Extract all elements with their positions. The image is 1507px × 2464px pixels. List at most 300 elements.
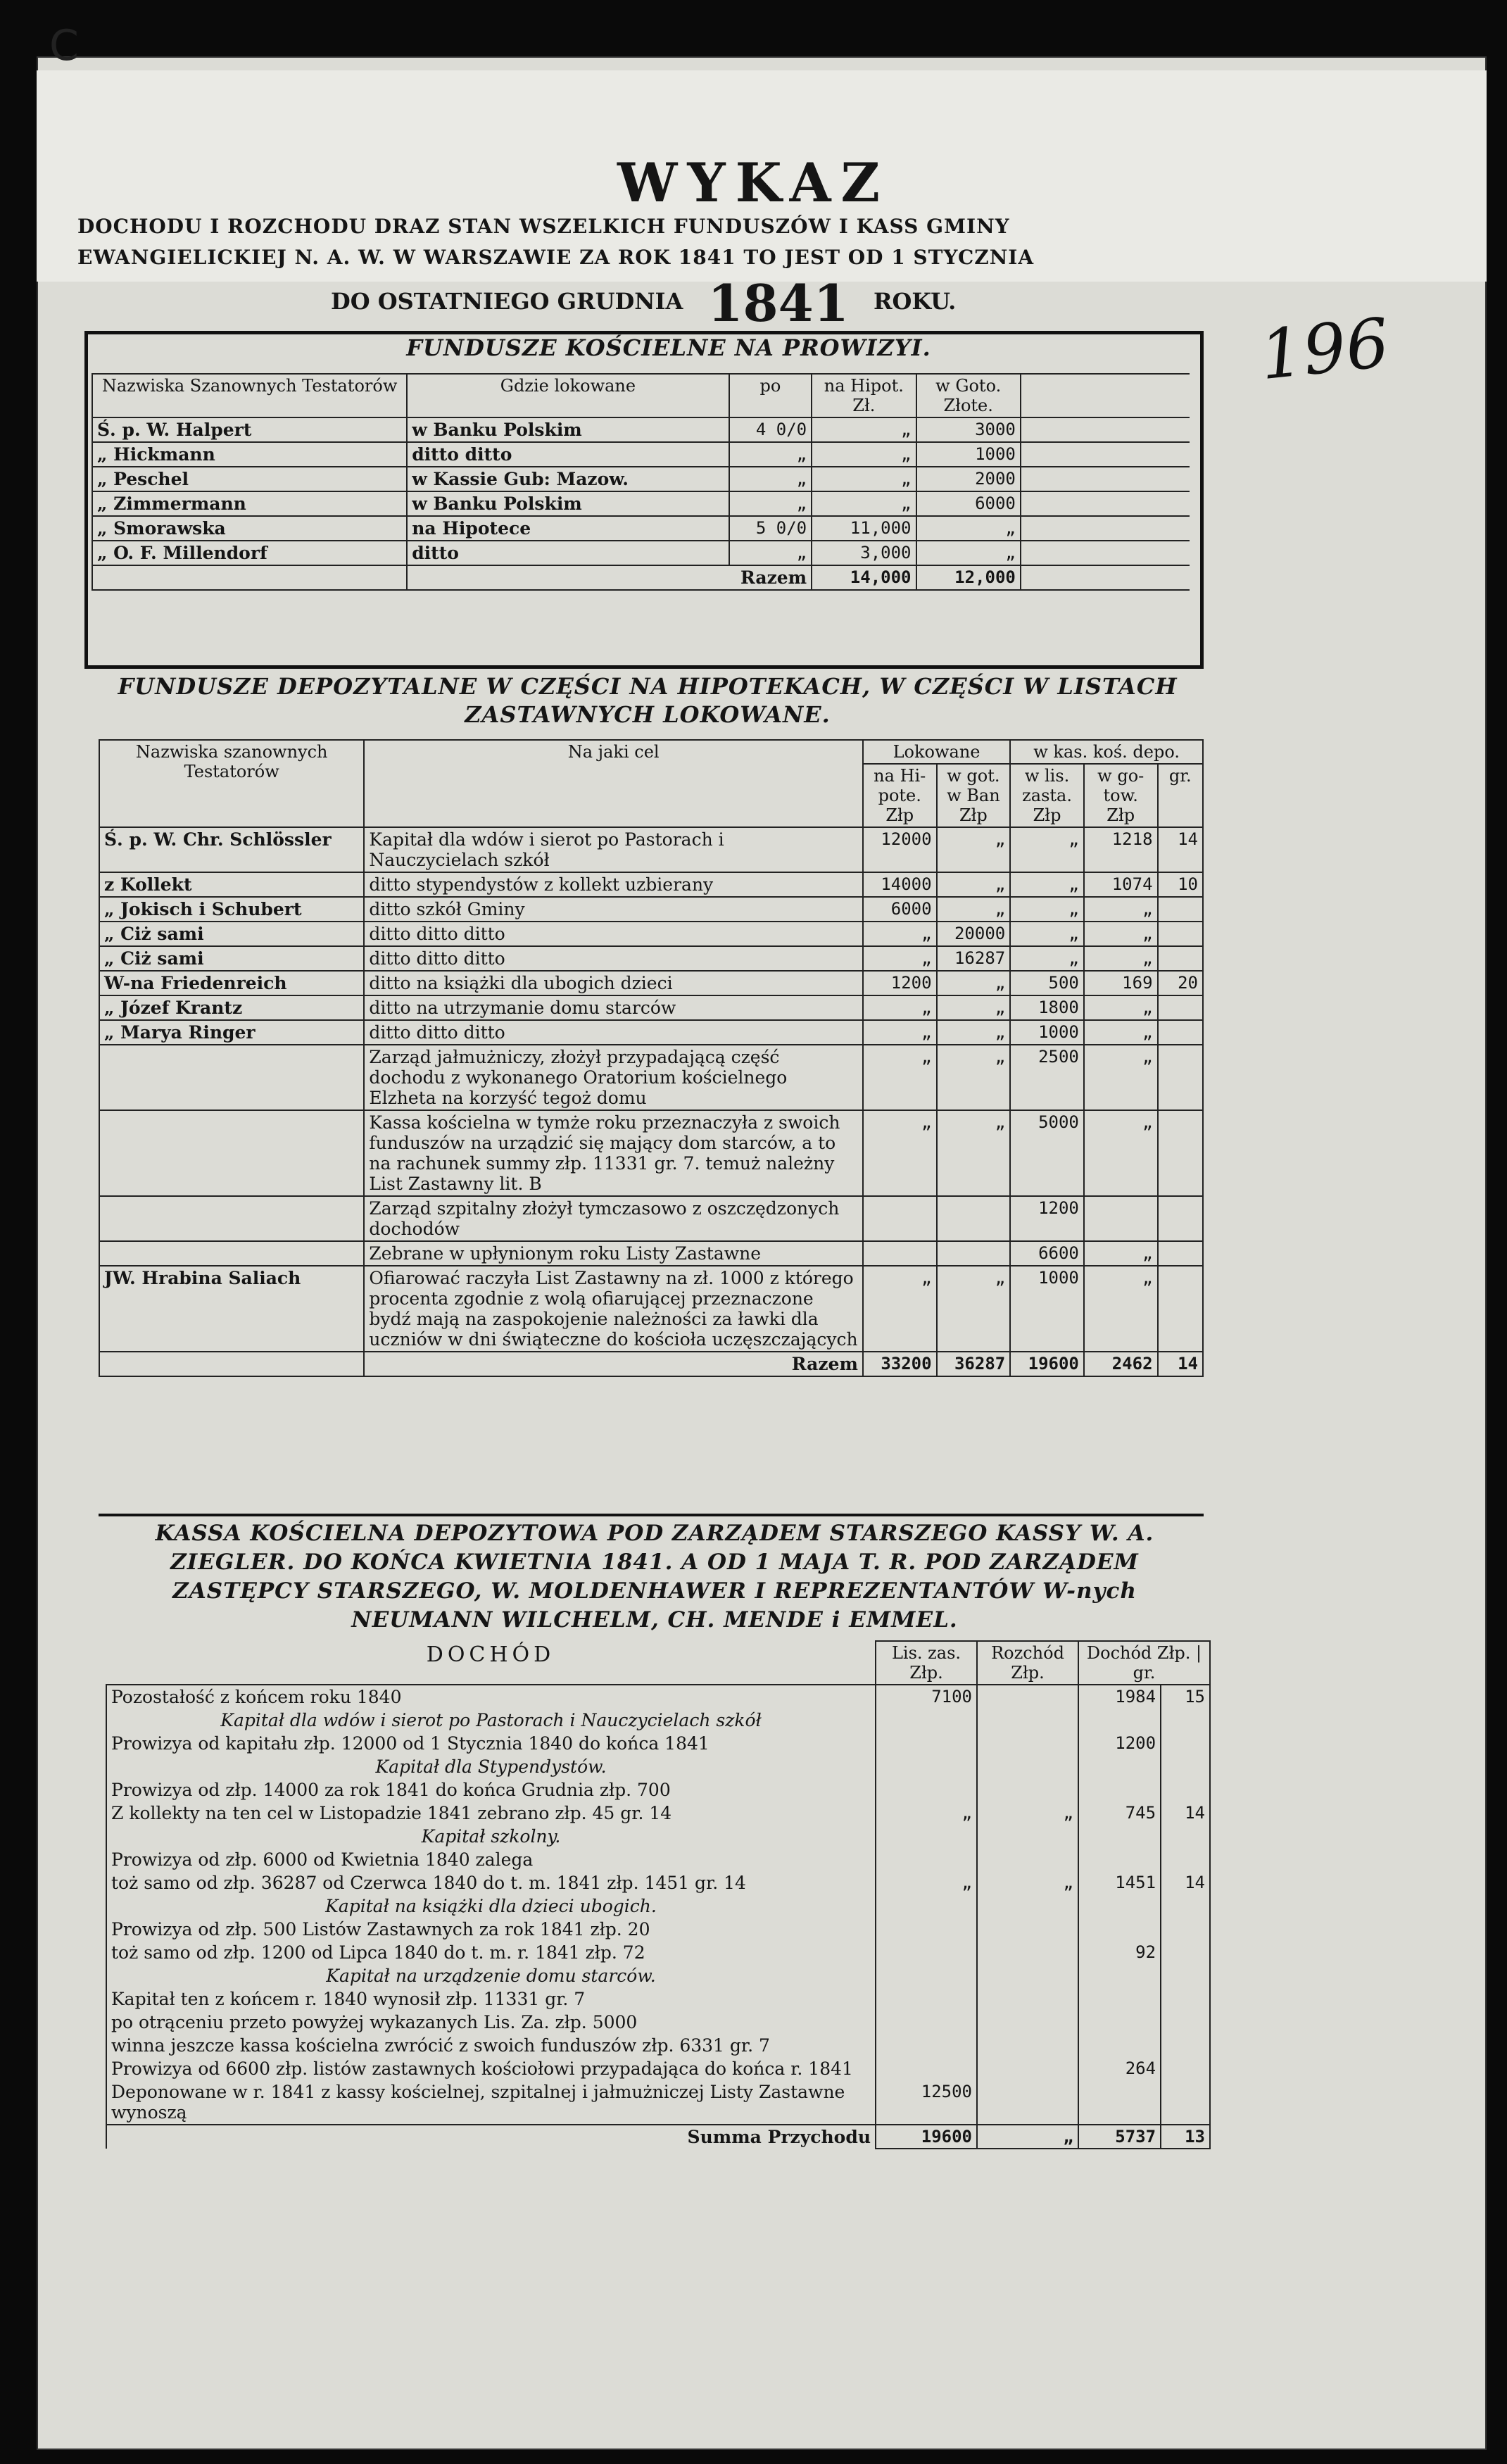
mortgage-amount: 1200 xyxy=(863,971,937,995)
testator-name: „ Smorawska xyxy=(92,516,407,541)
cash-amount: „ xyxy=(916,516,1021,541)
grosz-amount xyxy=(1158,1241,1203,1266)
location: w Banku Polskim xyxy=(407,417,729,442)
testator-name xyxy=(99,1110,364,1196)
cash-amount: „ xyxy=(1084,1045,1158,1110)
letters-amount xyxy=(876,1848,977,1871)
letters-amount: 5000 xyxy=(1010,1110,1084,1196)
purpose: ditto na utrzymanie domu starców xyxy=(364,995,863,1020)
table-row xyxy=(99,872,1203,897)
grosz-amount xyxy=(1161,1918,1210,1941)
testator-name: „ Peschel xyxy=(92,467,407,491)
letters-amount xyxy=(876,2034,977,2057)
income-description: Prowizya od złp. 500 Listów Zastawnych za rok 1841 złp. 20 xyxy=(106,1918,876,1941)
total-row xyxy=(92,565,1190,590)
letters-amount: „ xyxy=(1010,922,1084,946)
cash-amount: „ xyxy=(1084,946,1158,971)
income-row xyxy=(106,1918,1210,1941)
table-row xyxy=(92,491,1190,516)
grosz-amount xyxy=(1158,897,1203,922)
s1-header-po: po xyxy=(729,374,812,417)
blank-cell xyxy=(977,1825,1078,1848)
year: 1841 xyxy=(707,273,849,333)
grosz-amount: 14 xyxy=(1158,827,1203,872)
income-amount: 1451 xyxy=(1078,1871,1161,1894)
testator-name: „ Józef Krantz xyxy=(99,995,364,1020)
grosz-amount: 14 xyxy=(1161,1802,1210,1825)
grosz-amount xyxy=(1161,2011,1210,2034)
grosz-amount xyxy=(1158,922,1203,946)
blank-cell xyxy=(1078,1894,1161,1918)
total-label: Summa Przychodu xyxy=(106,2125,876,2149)
purpose: Kassa kościelna w tymże roku przeznaczyła z swoich funduszów na urządzić się mający dom starców, a to na rachunek summy złp. 11331 gr. 7. temuż należny List Zastawny lit. B xyxy=(364,1110,863,1196)
letters-amount: 1000 xyxy=(1010,1266,1084,1352)
table-row xyxy=(99,946,1203,971)
income-amount xyxy=(1078,1987,1161,2011)
total-value-4: 14 xyxy=(1158,1352,1203,1376)
bank-amount xyxy=(937,1196,1011,1241)
section2-table xyxy=(99,739,1204,1377)
table-row xyxy=(99,1266,1203,1352)
cash-amount: „ xyxy=(1084,995,1158,1020)
mortgage-amount: 11,000 xyxy=(812,516,916,541)
testator-name: W-na Friedenreich xyxy=(99,971,364,995)
total-row xyxy=(99,1352,1203,1376)
income-amount xyxy=(1078,2034,1161,2057)
income-description: Pozostałość z końcem roku 1840 xyxy=(106,1685,876,1709)
blank-cell xyxy=(99,1352,364,1376)
letters-amount: „ xyxy=(1010,872,1084,897)
s2-header-hip: na Hi-pote. Złp xyxy=(863,764,937,827)
table-row xyxy=(99,827,1203,872)
blank-cell xyxy=(1021,417,1190,442)
s3-col-title: DOCHÓD xyxy=(106,1641,876,1685)
testator-name: „ Hickmann xyxy=(92,442,407,467)
bank-amount: „ xyxy=(937,1020,1011,1045)
bank-amount: „ xyxy=(937,1266,1011,1352)
section1-table xyxy=(92,373,1190,591)
letters-amount xyxy=(876,1987,977,2011)
section3-heading-line3: ZASTĘPCY STARSZEGO, W. MOLDENHAWER I REPREZENTANTÓW W-nych xyxy=(172,1578,1137,1604)
blank-cell xyxy=(1021,442,1190,467)
total-value-1: 36287 xyxy=(937,1352,1011,1376)
s1-header-name: Nazwiska Szanownych Testatorów xyxy=(92,374,407,417)
letters-amount: 6600 xyxy=(1010,1241,1084,1266)
cash-amount: 169 xyxy=(1084,971,1158,995)
expense-amount xyxy=(977,2011,1078,2034)
letters-amount: „ xyxy=(1010,827,1084,872)
letters-amount xyxy=(876,2057,977,2080)
testator-name xyxy=(99,1196,364,1241)
blank-cell xyxy=(1078,1755,1161,1778)
testator-name: „ Ciż sami xyxy=(99,922,364,946)
table-row xyxy=(92,417,1190,442)
total-value-3: 2462 xyxy=(1084,1352,1158,1376)
blank-cell xyxy=(876,1709,977,1732)
purpose: Zarząd jałmużniczy, złożył przypadającą część dochodu z wykonanego Oratorium kościelnego Elzheta na korzyść tegoż domu xyxy=(364,1045,863,1110)
table-row xyxy=(99,995,1203,1020)
expense-amount xyxy=(977,1732,1078,1755)
table-row xyxy=(92,467,1190,491)
blank-cell xyxy=(977,1964,1078,1987)
table-row xyxy=(99,1196,1203,1241)
purpose: ditto na książki dla ubogich dzieci xyxy=(364,971,863,995)
subsection-heading xyxy=(106,1964,1210,1987)
blank-cell xyxy=(92,565,407,590)
grosz-amount xyxy=(1158,1045,1203,1110)
expense-amount xyxy=(977,1685,1078,1709)
s1-header-where: Gdzie lokowane xyxy=(407,374,729,417)
testator-name: „ O. F. Millendorf xyxy=(92,541,407,565)
cash-amount: „ xyxy=(1084,1241,1158,1266)
grosz-amount xyxy=(1158,1020,1203,1045)
purpose: Zarząd szpitalny złożył tymczasowo z oszczędzonych dochodów xyxy=(364,1196,863,1241)
expense-amount xyxy=(977,1848,1078,1871)
purpose: Zebrane w upłynionym roku Listy Zastawne xyxy=(364,1241,863,1266)
s2-header-got: w go-tow. Złp xyxy=(1084,764,1158,827)
mortgage-amount: „ xyxy=(812,417,916,442)
section3-heading-line4: NEUMANN WILCHELM, CH. MENDE i EMMEL. xyxy=(351,1607,958,1633)
income-row xyxy=(106,1802,1210,1825)
subtitle-line-1: DOCHODU I ROZCHODU DRAZ STAN WSZELKICH FUNDUSZÓW I KASS GMINY xyxy=(77,215,1010,238)
cash-amount: 3000 xyxy=(916,417,1021,442)
mortgage-amount: „ xyxy=(812,442,916,467)
s2-header-gr: gr. xyxy=(1158,764,1203,827)
income-amount xyxy=(1078,2080,1161,2125)
grosz-amount xyxy=(1161,2080,1210,2125)
rate: „ xyxy=(729,442,812,467)
subsection-heading xyxy=(106,1755,1210,1778)
income-amount xyxy=(1078,1778,1161,1802)
expense-amount xyxy=(977,1918,1078,1941)
letters-amount: 1800 xyxy=(1010,995,1084,1020)
expense-amount: „ xyxy=(977,1871,1078,1894)
table-row xyxy=(99,1020,1203,1045)
corner-mark: C xyxy=(49,21,79,70)
total-label: Razem xyxy=(407,565,812,590)
section1-heading: FUNDUSZE KOŚCIELNE NA PROWIZYI. xyxy=(406,334,931,361)
grosz-amount xyxy=(1158,995,1203,1020)
blank-cell xyxy=(1078,1825,1161,1848)
mortgage-amount: „ xyxy=(863,995,937,1020)
blank-cell xyxy=(1161,1825,1210,1848)
table-row xyxy=(99,971,1203,995)
bank-amount: „ xyxy=(937,995,1011,1020)
location: ditto ditto xyxy=(407,442,729,467)
table-row xyxy=(92,541,1190,565)
subsection-title: Kapitał dla wdów i sierot po Pastorach i Nauczycielach szkół xyxy=(106,1709,876,1732)
income-description: toż samo od złp. 1200 od Lipca 1840 do t. m. r. 1841 złp. 72 xyxy=(106,1941,876,1964)
blank-cell xyxy=(1078,1964,1161,1987)
income-row xyxy=(106,1778,1210,1802)
grosz-amount xyxy=(1161,1941,1210,1964)
s3-col-a: Lis. zas. Złp. xyxy=(876,1641,977,1685)
purpose: ditto ditto ditto xyxy=(364,1020,863,1045)
income-description: toż samo od złp. 36287 od Czerwca 1840 do t. m. 1841 złp. 1451 gr. 14 xyxy=(106,1871,876,1894)
total-value-2: 5737 xyxy=(1078,2125,1161,2149)
income-description: Prowizya od złp. 6000 od Kwietnia 1840 zalega xyxy=(106,1848,876,1871)
grosz-amount xyxy=(1161,1778,1210,1802)
mortgage-amount: „ xyxy=(863,1045,937,1110)
expense-amount xyxy=(977,2080,1078,2125)
total-value-0: 19600 xyxy=(876,2125,977,2149)
bank-amount: „ xyxy=(937,872,1011,897)
income-row xyxy=(106,1871,1210,1894)
cash-amount: „ xyxy=(1084,1020,1158,1045)
table-row xyxy=(99,1045,1203,1110)
s2-group-lokowane: Lokowane xyxy=(863,740,1010,764)
blank-cell xyxy=(1078,1709,1161,1732)
testator-name xyxy=(99,1241,364,1266)
table-row xyxy=(99,1241,1203,1266)
mortgage-amount: „ xyxy=(863,922,937,946)
blank-cell xyxy=(1021,541,1190,565)
cash-amount: 1218 xyxy=(1084,827,1158,872)
subtitle-line-2: EWANGIELICKIEJ N. A. W. W WARSZAWIE ZA ROK 1841 TO JEST OD 1 STYCZNIA xyxy=(77,246,1035,269)
blank-cell xyxy=(1021,491,1190,516)
bank-amount: „ xyxy=(937,827,1011,872)
subsection-title: Kapitał szkolny. xyxy=(106,1825,876,1848)
letters-amount: „ xyxy=(1010,897,1084,922)
table-row xyxy=(99,922,1203,946)
blank-cell xyxy=(876,1825,977,1848)
section3-heading-line2: ZIEGLER. DO KOŃCA KWIETNIA 1841. A OD 1 MAJA T. R. POD ZARZĄDEM xyxy=(170,1550,1139,1575)
cash-amount xyxy=(1084,1196,1158,1241)
bank-amount: „ xyxy=(937,971,1011,995)
subsection-heading xyxy=(106,1825,1210,1848)
grosz-amount xyxy=(1161,1987,1210,2011)
subsection-heading xyxy=(106,1894,1210,1918)
income-row xyxy=(106,1987,1210,2011)
purpose: Kapitał dla wdów i sierot po Pastorach i Nauczycielach szkół xyxy=(364,827,863,872)
letters-amount: „ xyxy=(1010,946,1084,971)
bank-amount: „ xyxy=(937,1045,1011,1110)
subtitle-line-3 xyxy=(331,273,1246,333)
letters-amount: 1000 xyxy=(1010,1020,1084,1045)
cash-amount: „ xyxy=(1084,922,1158,946)
mortgage-amount xyxy=(863,1196,937,1241)
letters-amount: „ xyxy=(876,1802,977,1825)
mortgage-amount: „ xyxy=(812,467,916,491)
location: na Hipotece xyxy=(407,516,729,541)
cash-amount: 1074 xyxy=(1084,872,1158,897)
s1-header-gold: w Goto. Złote. xyxy=(916,374,1021,417)
rate: 5 0/0 xyxy=(729,516,812,541)
income-row xyxy=(106,2057,1210,2080)
letters-amount xyxy=(876,1941,977,1964)
cash-amount: 2000 xyxy=(916,467,1021,491)
section3-separator xyxy=(99,1514,1204,1516)
section2-heading-line1: FUNDUSZE DEPOZYTALNE W CZĘŚCI NA HIPOTEKACH, W CZĘŚCI W LISTACH xyxy=(118,673,1178,700)
section3-heading-line1: KASSA KOŚCIELNA DEPOZYTOWA POD ZARZĄDEM STARSZEGO KASSY W. A. xyxy=(155,1521,1154,1546)
mortgage-amount: „ xyxy=(863,1020,937,1045)
blank-cell xyxy=(977,1894,1078,1918)
blank-cell xyxy=(1021,467,1190,491)
cash-amount: 6000 xyxy=(916,491,1021,516)
purpose: ditto stypendystów z kollekt uzbierany xyxy=(364,872,863,897)
rate: „ xyxy=(729,491,812,516)
letters-amount: 500 xyxy=(1010,971,1084,995)
testator-name: „ Zimmermann xyxy=(92,491,407,516)
section3-heading xyxy=(106,1519,1204,1635)
grosz-amount: 10 xyxy=(1158,872,1203,897)
blank-cell xyxy=(1161,1894,1210,1918)
mortgage-amount: 14000 xyxy=(863,872,937,897)
s2-group-kasa: w kas. koś. depo. xyxy=(1010,740,1203,764)
purpose: Ofiarować raczyła List Zastawny na zł. 1000 z którego procenta zgodnie z wolą ofiarującej przeznaczone bydź mają na zaspokojenie należności za ławki dla uczniów w dni świąteczne do kościoła uczęszczających xyxy=(364,1266,863,1352)
subtitle-pre: DO OSTATNIEGO GRUDNIA xyxy=(331,288,683,315)
grosz-amount xyxy=(1158,1266,1203,1352)
income-description: Z kollekty na ten cel w Listopadzie 1841 zebrano złp. 45 gr. 14 xyxy=(106,1802,876,1825)
section2-heading xyxy=(99,672,1197,729)
s2-header-purpose: Na jaki cel xyxy=(364,740,863,827)
expense-amount xyxy=(977,1778,1078,1802)
purpose: ditto ditto ditto xyxy=(364,922,863,946)
total-row xyxy=(106,2125,1210,2149)
income-amount: 1984 xyxy=(1078,1685,1161,1709)
total-cash: 12,000 xyxy=(916,565,1021,590)
mortgage-amount xyxy=(863,1241,937,1266)
blank-cell xyxy=(1021,516,1190,541)
total-value-3: 13 xyxy=(1161,2125,1210,2149)
income-amount: 1200 xyxy=(1078,1732,1161,1755)
bank-amount: „ xyxy=(937,1110,1011,1196)
s2-header-bank: w got. w Ban Złp xyxy=(937,764,1011,827)
testator-name: „ Ciż sami xyxy=(99,946,364,971)
expense-amount xyxy=(977,2034,1078,2057)
testator-name: Ś. p. W. Chr. Schlössler xyxy=(99,827,364,872)
location: w Banku Polskim xyxy=(407,491,729,516)
grosz-amount xyxy=(1161,2034,1210,2057)
letters-amount: 12500 xyxy=(876,2080,977,2125)
income-description: Prowizya od kapitału złp. 12000 od 1 Stycznia 1840 do końca 1841 xyxy=(106,1732,876,1755)
total-value-0: 33200 xyxy=(863,1352,937,1376)
location: ditto xyxy=(407,541,729,565)
income-amount: 264 xyxy=(1078,2057,1161,2080)
income-amount xyxy=(1078,1848,1161,1871)
grosz-amount xyxy=(1158,946,1203,971)
income-description: winna jeszcze kassa kościelna zwrócić z swoich funduszów złp. 6331 gr. 7 xyxy=(106,2034,876,2057)
income-row xyxy=(106,1848,1210,1871)
grosz-amount xyxy=(1161,1732,1210,1755)
blank-cell xyxy=(1161,1755,1210,1778)
cash-amount: „ xyxy=(1084,1266,1158,1352)
income-amount: 92 xyxy=(1078,1941,1161,1964)
income-amount xyxy=(1078,2011,1161,2034)
subsection-title: Kapitał na urządzenie domu starców. xyxy=(106,1964,876,1987)
location: w Kassie Gub: Mazow. xyxy=(407,467,729,491)
mortgage-amount: 3,000 xyxy=(812,541,916,565)
bank-amount: „ xyxy=(937,897,1011,922)
letters-amount: 7100 xyxy=(876,1685,977,1709)
subsection-title: Kapitał na książki dla dzieci ubogich. xyxy=(106,1894,876,1918)
income-description: Prowizya od 6600 złp. listów zastawnych kościołowi przypadająca do końca r. 1841 xyxy=(106,2057,876,2080)
rate: „ xyxy=(729,541,812,565)
income-description: Deponowane w r. 1841 z kassy kościelnej, szpitalnej i jałmużniczej Listy Zastawne wynoszą xyxy=(106,2080,876,2125)
table-row xyxy=(92,442,1190,467)
letters-amount: „ xyxy=(876,1871,977,1894)
s2-header-lis: w lis. zasta. Złp xyxy=(1010,764,1084,827)
section2-heading-line2: ZASTAWNYCH LOKOWANE. xyxy=(465,701,831,728)
s2-header-name: Nazwiska szanownych Testatorów xyxy=(99,740,364,827)
bank-amount xyxy=(937,1241,1011,1266)
expense-amount: „ xyxy=(977,1802,1078,1825)
bank-amount: 16287 xyxy=(937,946,1011,971)
mortgage-amount: „ xyxy=(863,1110,937,1196)
blank-cell xyxy=(977,1755,1078,1778)
blank-cell xyxy=(876,1755,977,1778)
mortgage-amount: 6000 xyxy=(863,897,937,922)
income-row xyxy=(106,1732,1210,1755)
grosz-amount: 20 xyxy=(1158,971,1203,995)
cash-amount: 1000 xyxy=(916,442,1021,467)
grosz-amount: 15 xyxy=(1161,1685,1210,1709)
page-number: 196 xyxy=(1256,303,1393,396)
testator-name: JW. Hrabina Saliach xyxy=(99,1266,364,1352)
blank-cell xyxy=(876,1964,977,1987)
income-amount: 745 xyxy=(1078,1802,1161,1825)
rate: „ xyxy=(729,467,812,491)
income-row xyxy=(106,2080,1210,2125)
grosz-amount xyxy=(1158,1110,1203,1196)
blank-cell xyxy=(977,1709,1078,1732)
table-row xyxy=(99,897,1203,922)
total-value-1: „ xyxy=(977,2125,1078,2149)
total-label: Razem xyxy=(364,1352,863,1376)
document-title: WYKAZ xyxy=(617,151,890,214)
testator-name: „ Marya Ringer xyxy=(99,1020,364,1045)
total-value-2: 19600 xyxy=(1010,1352,1084,1376)
blank-cell xyxy=(1161,1709,1210,1732)
income-row xyxy=(106,2011,1210,2034)
testator-name: „ Jokisch i Schubert xyxy=(99,897,364,922)
grosz-amount xyxy=(1161,1848,1210,1871)
mortgage-amount: „ xyxy=(863,1266,937,1352)
income-row xyxy=(106,1941,1210,1964)
income-row xyxy=(106,1685,1210,1709)
grosz-amount xyxy=(1161,2057,1210,2080)
income-description: po otrąceniu przeto powyżej wykazanych Lis. Za. złp. 5000 xyxy=(106,2011,876,2034)
grosz-amount xyxy=(1158,1196,1203,1241)
purpose: ditto ditto ditto xyxy=(364,946,863,971)
s3-col-c: Dochód Złp. | gr. xyxy=(1078,1641,1210,1685)
grosz-amount: 14 xyxy=(1161,1871,1210,1894)
total-mortgage: 14,000 xyxy=(812,565,916,590)
subtitle-post: ROKU. xyxy=(873,288,957,315)
s1-header-hip: na Hipot. Zł. xyxy=(812,374,916,417)
section3-table xyxy=(106,1640,1211,2149)
blank-cell xyxy=(1021,565,1190,590)
mortgage-amount: „ xyxy=(812,491,916,516)
letters-amount xyxy=(876,1918,977,1941)
letters-amount xyxy=(876,1732,977,1755)
blank-cell xyxy=(1161,1964,1210,1987)
income-row xyxy=(106,2034,1210,2057)
table-row xyxy=(92,516,1190,541)
table-row xyxy=(99,1110,1203,1196)
expense-amount xyxy=(977,1987,1078,2011)
purpose: ditto szkół Gminy xyxy=(364,897,863,922)
income-amount xyxy=(1078,1918,1161,1941)
subsection-heading xyxy=(106,1709,1210,1732)
expense-amount xyxy=(977,1941,1078,1964)
letters-amount xyxy=(876,2011,977,2034)
letters-amount: 1200 xyxy=(1010,1196,1084,1241)
cash-amount: „ xyxy=(1084,1110,1158,1196)
testator-name xyxy=(99,1045,364,1110)
subsection-title: Kapitał dla Stypendystów. xyxy=(106,1755,876,1778)
income-description: Kapitał ten z końcem r. 1840 wynosił złp. 11331 gr. 7 xyxy=(106,1987,876,2011)
